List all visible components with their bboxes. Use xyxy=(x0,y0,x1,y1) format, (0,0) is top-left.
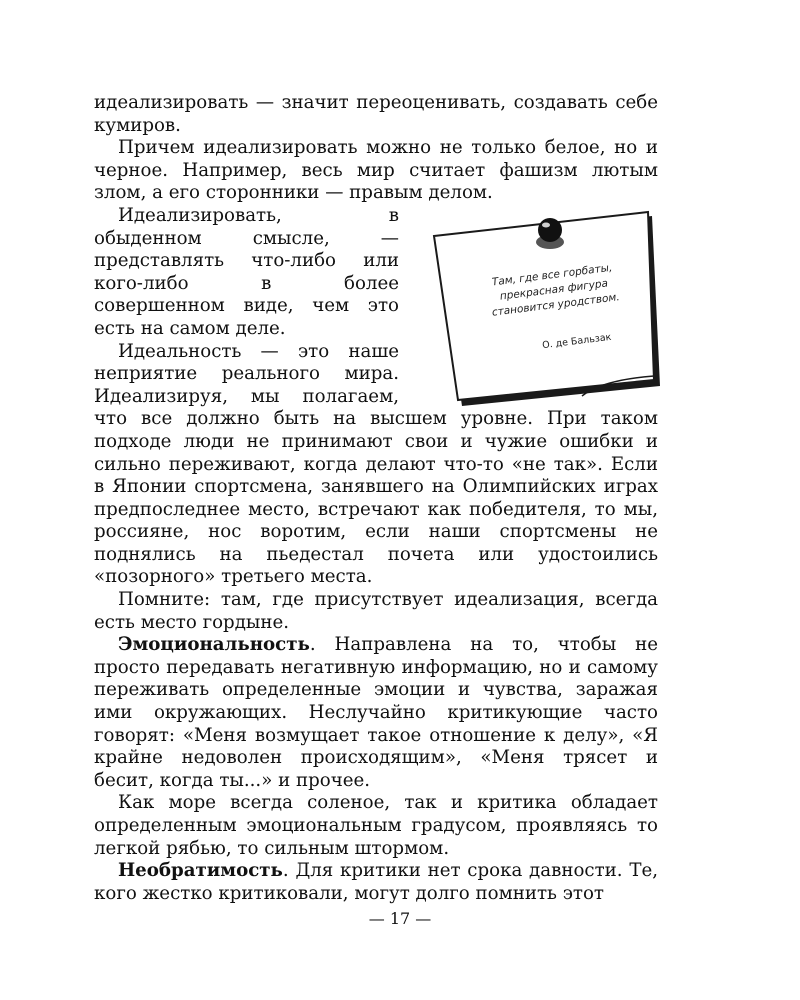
paragraph-text: . Направлена на то, чтобы не просто передавать негативную информацию, но и самому переживать определенные эмоции и чувства, заражая ими окружающих. Неслучайно критикующие часто говорят: «Меня возмущает такое отношение к делу», «Я крайне недоволен происходящим», «Меня трясет и бесит, когда ты...» и прочее. xyxy=(94,634,658,791)
paragraph-emotionality xyxy=(94,634,658,792)
paragraph: Как море всегда соленое, так и критика обладает определенным эмоциональным градусом, проявляясь то легкой рябью, то сильным штормом. xyxy=(94,792,658,859)
term-irreversibility: Необратимость xyxy=(118,860,283,882)
note-quote: Там, где все горбаты, прекрасная фигура становится уродством. xyxy=(491,261,621,319)
note-author: О. де Бальзак xyxy=(541,331,612,352)
pinned-note xyxy=(432,210,664,410)
paragraph: Идеализировать, в обыденном смысле, — представлять что-либо или кого-либо в более совершенном виде, чем это есть на самом деле. xyxy=(94,204,399,339)
page-number: — 17 — xyxy=(368,909,432,928)
paragraph: Помните: там, где присутствует идеализация, всегда есть место гордыне. xyxy=(94,589,658,633)
paragraph: Причем идеализировать можно не только белое, но и черное. Например, весь мир считает фашизм лютым злом, а его сторонники — правым делом. xyxy=(94,137,658,204)
paragraph: Идеальность — это наше неприятие реального мира. Идеализируя, мы полагаем, что все должно быть на высшем уровне. При таком подходе люди не принимают свои и чужие ошибки и сильно переживают, когда делают что-то «не так». Если в Японии спортсмена, занявшего на Олимпийских играх предпоследнее место, встречают как победителя, то мы, россияне, нос воротим, если наши спортсмены не поднялись на пьедестал почета или удостоились «позорного» третьего места. xyxy=(94,340,658,588)
paragraph: идеализировать — значит переоценивать, создавать себе кумиров. xyxy=(94,92,658,136)
paragraph-irreversibility xyxy=(94,860,658,905)
paragraph-text: . Для критики нет срока давности. Те, кого жестко критиковали, могут долго помнить этот xyxy=(94,860,658,904)
term-emotionality: Эмоциональность xyxy=(118,634,310,656)
